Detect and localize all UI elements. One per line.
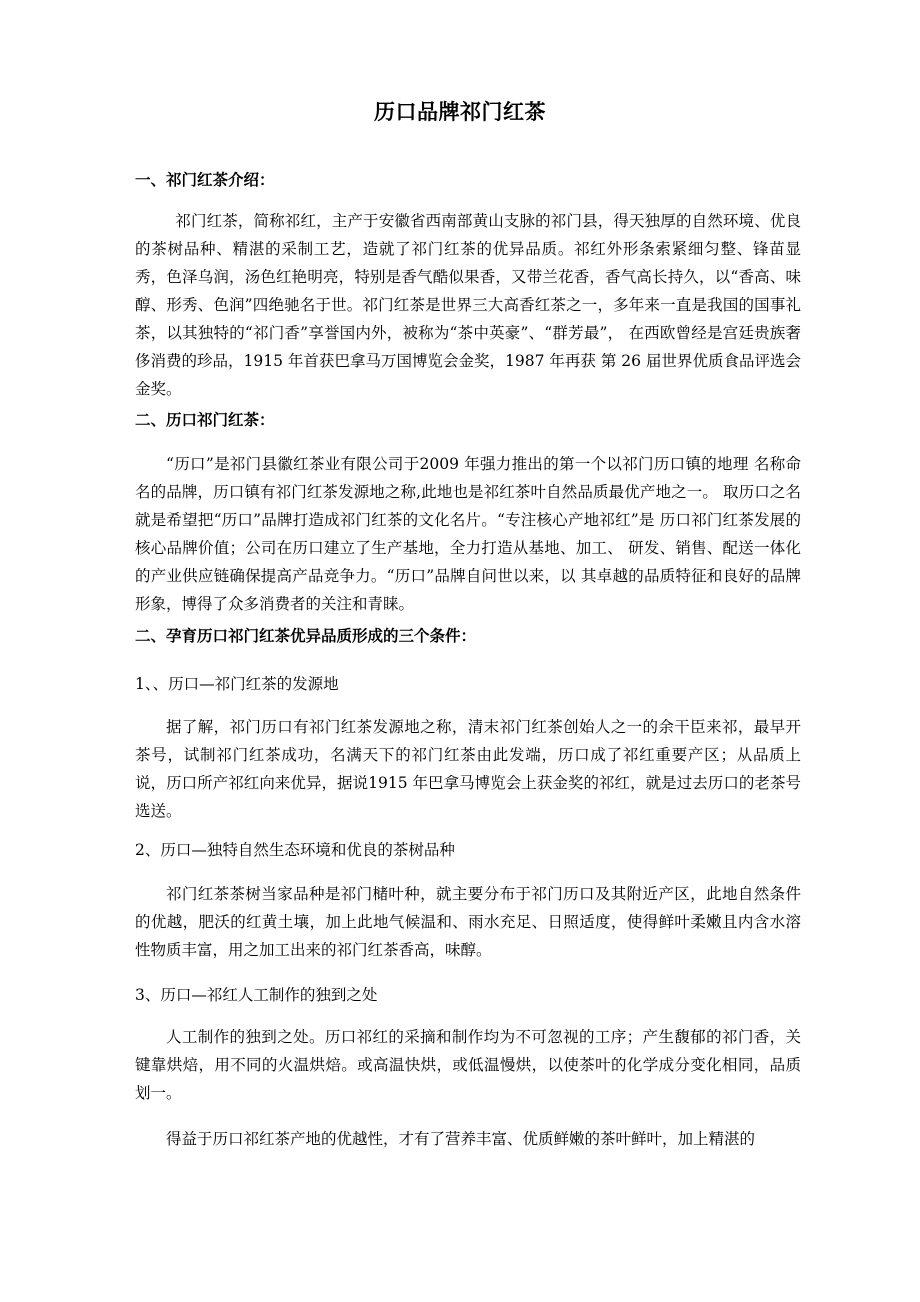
condition-subheading-1: 1、、历口—祁门红茶的发源地 [135,675,339,693]
page-title: 历口品牌祁门红茶 [374,99,546,124]
section-heading-intro: 一、祁门红茶介绍： [135,170,275,189]
condition-paragraph-2: 祁门红茶茶树当家品种是祁门槠叶种，就主要分布于祁门历口及其附近产区，此地自然条件的优越，肥沃的红黄土壤，加上此地气候温和、雨水充足、日照适度，使得鲜叶柔嫩且内含水溶性物质丰富，用之加工出来的祁门红茶香高，味醇。 [135,885,801,959]
condition-subheading-2: 2、历口—独特自然生态环境和优良的茶树品种 [135,841,455,859]
section-heading-conditions: 二、孕育历口祁门红茶优异品质形成的三个条件： [135,626,477,645]
section-heading-likou: 二、历口祁门红茶： [135,410,275,429]
condition-paragraph-1: 据了解，祁门历口有祁门红茶发源地之称，清末祁门红茶创始人之一的余干臣来祁，最早开茶号，试制祁门红茶成功，名满天下的祁门红茶由此发端，历口成了祁红重要产区；从品质上说，历口所产祁红向来优异，据说1915 年巴拿马博览会上获金奖的祁红，就是过去历口的老茶号选送。 [135,718,801,820]
section-paragraph-likou: “历口”是祁门县徽红茶业有限公司于2009 年强力推出的第一个以祁门历口镇的地理 名称命名的品牌，历口镇有祁门红茶发源地之称,此地也是祁红茶叶自然品质最优产地之一。 取历口之名就是希望把“历口”品牌打造成祁门红茶的文化名片。“专注核心产地祁红”是 历口祁门红茶发展的核心品牌价值；公司在历口建立了生产基地，全力打造从基地、加工、 研发、销售、配送一体化的产业供应链确保提高产品竞争力。“历口”品牌自问世以来，以 其卓越的品质特征和良好的品牌形象，博得了众多消费者的关注和青睐。 [135,455,801,613]
section-paragraph-intro: 祁门红茶，简称祁红，主产于安徽省西南部黄山支脉的祁门县，得天独厚的自然环境、优良的茶树品种、精湛的采制工艺，造就了祁门红茶的优异品质。祁红外形条索紧细匀整、锋苗显秀，色泽乌润，汤色红艳明亮，特别是香气酷似果香，又带兰花香，香气高长持久，以“香高、味醇、形秀、色润”四绝驰名于世。祁门红茶是世界三大高香红茶之一，多年来一直是我国的国事礼茶，以其独特的“祁门香”享誉国内外，被称为“茶中英豪”、“群芳最”， 在西欧曾经是宫廷贵族奢侈消费的珍品，1915 年首获巴拿马万国博览会金奖，1987 年再获 第 26 届世界优质食品评选会金奖。 [135,212,801,398]
closing-paragraph: 得益于历口祁红茶产地的优越性，才有了营养丰富、优质鲜嫩的茶叶鲜叶，加上精湛的 [166,1130,756,1148]
condition-subheading-3: 3、历口—祁红人工制作的独到之处 [135,986,378,1004]
condition-paragraph-3: 人工制作的独到之处。历口祁红的采摘和制作均为不可忽视的工序；产生馥郁的祁门香，关键靠烘焙，用不同的火温烘焙。或高温快烘，或低温慢烘，以使茶叶的化学成分变化相同，品质划一。 [135,1028,801,1102]
